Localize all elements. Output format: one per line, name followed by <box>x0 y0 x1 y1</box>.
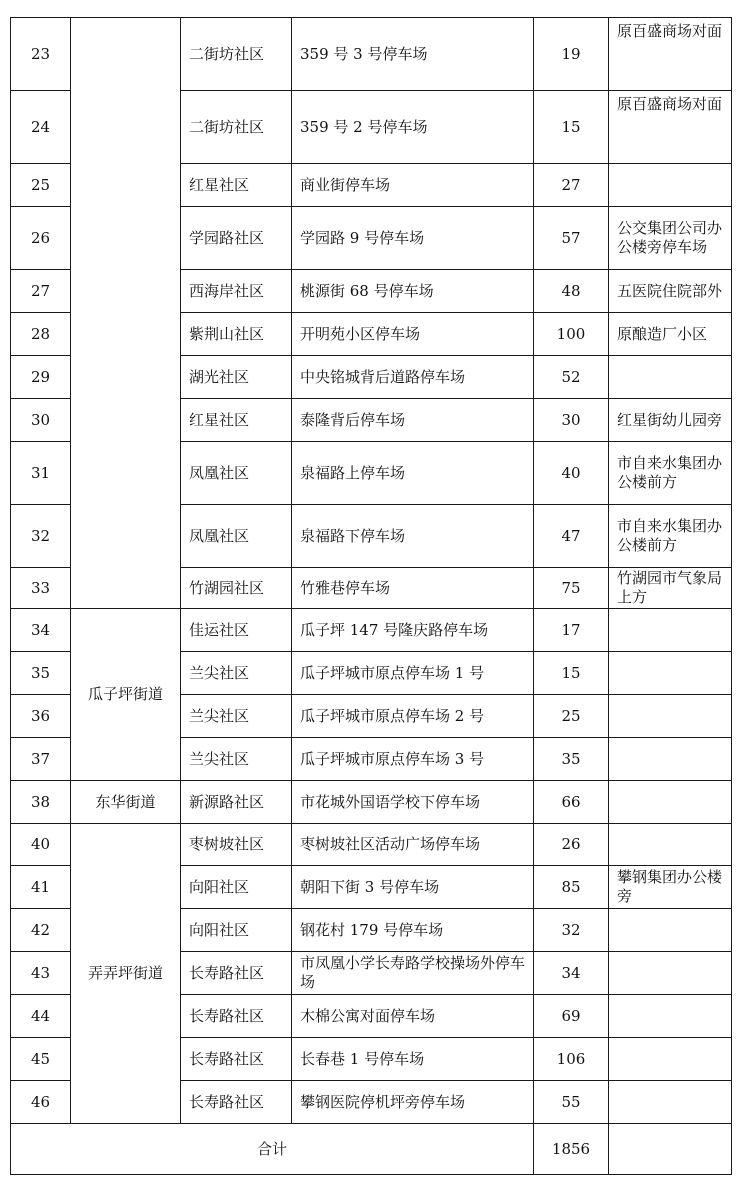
community-cell: 西海岸社区 <box>181 270 292 313</box>
spaces-cell: 25 <box>534 695 609 738</box>
row-number: 28 <box>11 313 71 356</box>
community-cell: 凤凰社区 <box>181 505 292 568</box>
parking-lot-cell: 竹雅巷停车场 <box>292 568 534 609</box>
row-number: 33 <box>11 568 71 609</box>
community-cell: 学园路社区 <box>181 207 292 270</box>
note-cell <box>609 952 732 995</box>
parking-table <box>10 17 732 1175</box>
note-cell: 原百盛商场对面 <box>609 18 732 91</box>
parking-lot-cell: 桃源街 68 号停车场 <box>292 270 534 313</box>
parking-lot-cell: 市凤凰小学长寿路学校操场外停车场 <box>292 952 534 995</box>
spaces-cell: 26 <box>534 824 609 866</box>
community-cell: 枣树坡社区 <box>181 824 292 866</box>
street-cell: 弄弄坪街道 <box>71 824 181 1124</box>
spaces-cell: 85 <box>534 866 609 909</box>
row-number: 26 <box>11 207 71 270</box>
row-number: 38 <box>11 781 71 824</box>
spaces-cell: 55 <box>534 1081 609 1124</box>
row-number: 44 <box>11 995 71 1038</box>
parking-lot-cell: 商业街停车场 <box>292 164 534 207</box>
spaces-cell: 34 <box>534 952 609 995</box>
spaces-cell: 106 <box>534 1038 609 1081</box>
row-number: 43 <box>11 952 71 995</box>
spaces-cell: 15 <box>534 652 609 695</box>
total-label: 合计 <box>11 1124 534 1175</box>
spaces-cell: 19 <box>534 18 609 91</box>
community-cell: 新源路社区 <box>181 781 292 824</box>
spaces-cell: 52 <box>534 356 609 399</box>
community-cell: 凤凰社区 <box>181 442 292 505</box>
spaces-cell: 47 <box>534 505 609 568</box>
note-cell <box>609 356 732 399</box>
total-note-cell <box>609 1124 732 1175</box>
note-cell <box>609 1081 732 1124</box>
row-number: 32 <box>11 505 71 568</box>
note-cell <box>609 738 732 781</box>
row-number: 30 <box>11 399 71 442</box>
community-cell: 向阳社区 <box>181 909 292 952</box>
table-row <box>11 18 732 91</box>
spaces-cell: 48 <box>534 270 609 313</box>
note-cell: 五医院住院部外 <box>609 270 732 313</box>
note-cell: 原酿造厂小区 <box>609 313 732 356</box>
parking-lot-cell: 钢花村 179 号停车场 <box>292 909 534 952</box>
table-row <box>11 609 732 652</box>
parking-lot-cell: 泰隆背后停车场 <box>292 399 534 442</box>
spaces-cell: 69 <box>534 995 609 1038</box>
street-cell: 瓜子坪街道 <box>71 609 181 781</box>
table-row <box>11 781 732 824</box>
note-cell <box>609 909 732 952</box>
parking-lot-cell: 中央铭城背后道路停车场 <box>292 356 534 399</box>
community-cell: 长寿路社区 <box>181 1081 292 1124</box>
street-cell: 东华街道 <box>71 781 181 824</box>
row-number: 42 <box>11 909 71 952</box>
note-cell: 市自来水集团办公楼前方 <box>609 505 732 568</box>
note-cell <box>609 824 732 866</box>
community-cell: 紫荆山社区 <box>181 313 292 356</box>
row-number: 23 <box>11 18 71 91</box>
row-number: 24 <box>11 91 71 164</box>
note-cell: 原百盛商场对面 <box>609 91 732 164</box>
community-cell: 兰尖社区 <box>181 652 292 695</box>
spaces-cell: 27 <box>534 164 609 207</box>
note-cell: 公交集团公司办公楼旁停车场 <box>609 207 732 270</box>
spaces-cell: 40 <box>534 442 609 505</box>
street-cell <box>71 18 181 609</box>
community-cell: 长寿路社区 <box>181 995 292 1038</box>
community-cell: 佳运社区 <box>181 609 292 652</box>
spaces-cell: 15 <box>534 91 609 164</box>
note-cell <box>609 652 732 695</box>
community-cell: 湖光社区 <box>181 356 292 399</box>
community-cell: 二街坊社区 <box>181 91 292 164</box>
parking-lot-cell: 泉福路上停车场 <box>292 442 534 505</box>
total-value: 1856 <box>534 1124 609 1175</box>
row-number: 35 <box>11 652 71 695</box>
row-number: 27 <box>11 270 71 313</box>
spaces-cell: 17 <box>534 609 609 652</box>
note-cell: 市自来水集团办公楼前方 <box>609 442 732 505</box>
community-cell: 长寿路社区 <box>181 1038 292 1081</box>
note-cell: 攀钢集团办公楼旁 <box>609 866 732 909</box>
parking-lot-cell: 攀钢医院停机坪旁停车场 <box>292 1081 534 1124</box>
parking-lot-cell: 瓜子坪城市原点停车场 1 号 <box>292 652 534 695</box>
note-cell <box>609 781 732 824</box>
row-number: 36 <box>11 695 71 738</box>
community-cell: 红星社区 <box>181 399 292 442</box>
row-number: 34 <box>11 609 71 652</box>
spaces-cell: 66 <box>534 781 609 824</box>
parking-lot-cell: 学园路 9 号停车场 <box>292 207 534 270</box>
parking-lot-cell: 枣树坡社区活动广场停车场 <box>292 824 534 866</box>
community-cell: 长寿路社区 <box>181 952 292 995</box>
note-cell <box>609 995 732 1038</box>
spaces-cell: 75 <box>534 568 609 609</box>
community-cell: 红星社区 <box>181 164 292 207</box>
row-number: 31 <box>11 442 71 505</box>
parking-lot-cell: 朝阳下街 3 号停车场 <box>292 866 534 909</box>
table-row <box>11 824 732 866</box>
parking-lot-cell: 木棉公寓对面停车场 <box>292 995 534 1038</box>
community-cell: 兰尖社区 <box>181 738 292 781</box>
parking-lot-cell: 瓜子坪 147 号隆庆路停车场 <box>292 609 534 652</box>
parking-lot-cell: 开明苑小区停车场 <box>292 313 534 356</box>
row-number: 37 <box>11 738 71 781</box>
note-cell: 竹湖园市气象局上方 <box>609 568 732 609</box>
row-number: 29 <box>11 356 71 399</box>
row-number: 45 <box>11 1038 71 1081</box>
note-cell <box>609 164 732 207</box>
community-cell: 兰尖社区 <box>181 695 292 738</box>
parking-lot-cell: 瓜子坪城市原点停车场 2 号 <box>292 695 534 738</box>
parking-lot-cell: 市花城外国语学校下停车场 <box>292 781 534 824</box>
row-number: 40 <box>11 824 71 866</box>
note-cell: 红星街幼儿园旁 <box>609 399 732 442</box>
row-number: 25 <box>11 164 71 207</box>
note-cell <box>609 1038 732 1081</box>
community-cell: 竹湖园社区 <box>181 568 292 609</box>
community-cell: 二街坊社区 <box>181 18 292 91</box>
spaces-cell: 32 <box>534 909 609 952</box>
parking-lot-cell: 359 号 2 号停车场 <box>292 91 534 164</box>
note-cell <box>609 609 732 652</box>
spaces-cell: 100 <box>534 313 609 356</box>
row-number: 41 <box>11 866 71 909</box>
note-cell <box>609 695 732 738</box>
community-cell: 向阳社区 <box>181 866 292 909</box>
spaces-cell: 57 <box>534 207 609 270</box>
spaces-cell: 30 <box>534 399 609 442</box>
parking-lot-cell: 359 号 3 号停车场 <box>292 18 534 91</box>
parking-lot-cell: 长春巷 1 号停车场 <box>292 1038 534 1081</box>
row-number: 46 <box>11 1081 71 1124</box>
spaces-cell: 35 <box>534 738 609 781</box>
total-row <box>11 1124 732 1175</box>
parking-lot-cell: 泉福路下停车场 <box>292 505 534 568</box>
parking-lot-cell: 瓜子坪城市原点停车场 3 号 <box>292 738 534 781</box>
